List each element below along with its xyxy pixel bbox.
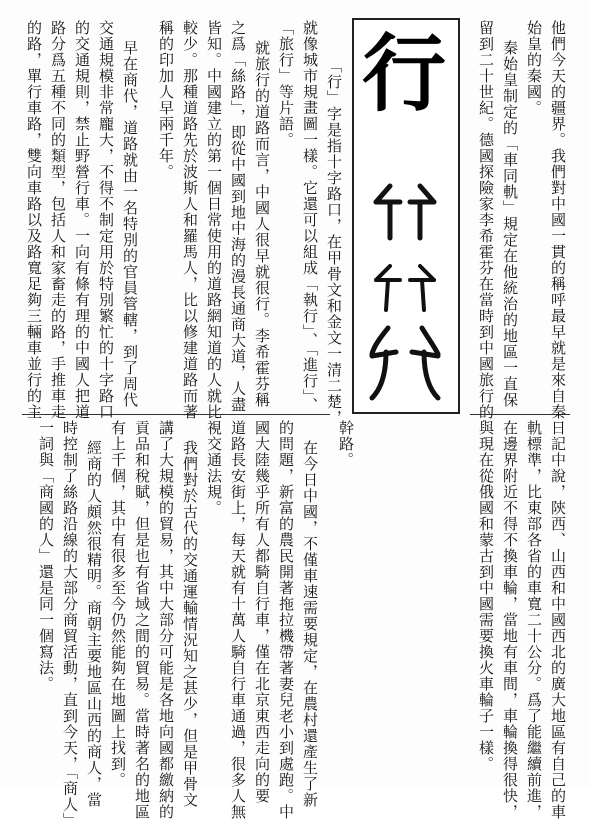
text-column: 就旅行的道路而言，中國人很早就很行。李希霍芬稱 [253, 40, 271, 408]
text-column: 道路長安街上，每天就有十萬人騎自行車通過，很多人無 [229, 420, 247, 820]
bronze-script-glyph-icon [364, 262, 446, 314]
text-column: 就像城市規畫圖一樣。它還可以組成「執行」、「進行」、 [301, 20, 319, 414]
text-column: 之爲「絲路」，即從中國到地中海的漫長通商大道，人盡 [229, 20, 247, 413]
text-column: 在邊界附近不得不換車輪，當地有車間，車輪換得很快， [501, 420, 519, 820]
text-column: 「旅行」等片語。 [277, 20, 295, 148]
text-column: 「行」字是指十字路口，在甲骨文和金文一清二楚， [325, 58, 343, 426]
text-column: 視交通法規。 [205, 420, 223, 516]
text-column: 他們今天的疆界。我們對中國一貫的稱呼最早就是來自秦 [549, 20, 567, 420]
text-column: 講了大規模的貿易，其中大部分可能是各地向國都繳納的 [157, 420, 175, 820]
text-column: 的路，單行車路，雙向車路以及路寬足夠三輛車並行的主 [25, 20, 43, 420]
text-column: 在今日中國，不僅車速需要規定，在農村還產生了新 [301, 440, 319, 808]
text-column: 路分爲五種不同的類型，包括人和家畜走的路，手推車走 [49, 20, 67, 420]
text-column: 秦始皇制定的「車同軌」規定在他統治的地區一直保 [501, 40, 519, 408]
text-column: 一詞與「商國的人」還是同一個寫法。 [37, 420, 55, 692]
text-column: 軌標準，比東部各省的車寬二十公分。爲了能繼續前進， [525, 420, 543, 820]
text-column: 我們對於古代的交通運輸情況知之甚少，但是甲骨文 [181, 440, 199, 808]
text-column: 早在商代，道路就由一名特別的官員管轄，到了周代 [121, 40, 139, 408]
text-column: 的交通規則，禁止野營行車。一向有條有理的中國人把道 [73, 20, 91, 420]
text-column: 留到二十世紀。德國探險家李希霍芬在當時到中國旅行的 [477, 20, 495, 420]
text-column: 幹路。 [337, 420, 355, 468]
text-column: 時控制了絲路沿線的大部分商貿活動，直到今天，「商人」 [61, 420, 79, 829]
text-column: 與現在從俄國和蒙古到中國需要換火車輪子一樣。 [477, 420, 495, 772]
seal-script-glyph-icon [362, 322, 448, 404]
text-column: 經商的人頗然很精明。商朝主要地區山西的商人，當 [85, 440, 103, 808]
text-column: 稱的印加人早兩千年。 [157, 20, 175, 180]
title-character: 行 [361, 24, 446, 123]
text-column: 國大陸幾乎所有人都騎自行車，僅在北京東西走向的要 [253, 420, 271, 804]
section-divider [22, 414, 330, 415]
text-column: 日記中說，陝西、山西和中國西北的廣大地區有自己的車 [549, 420, 567, 820]
text-column: 的問題，新富的農民開著拖拉機帶著妻兒老小到處跑。中 [277, 420, 295, 820]
text-column: 較少。那種道路先於波斯人和羅馬人，比以修建道路而著 [181, 20, 199, 420]
text-column: 貢品和稅賦，但是也有省域之間的貿易。當時著名的地區 [133, 420, 151, 820]
oracle-bone-glyph-icon [366, 178, 444, 248]
text-column: 交通規模非常龐大，不得不制定用於特別繁忙的十字路口 [97, 20, 115, 420]
text-column: 始皇的秦國。 [525, 20, 543, 116]
text-column: 有上千個，其中有很多至今仍然能夠在地圖上找到。 [109, 420, 127, 788]
text-column: 皆知。中國建立的第一個日常使用的道路網知道的人就比 [205, 20, 223, 420]
